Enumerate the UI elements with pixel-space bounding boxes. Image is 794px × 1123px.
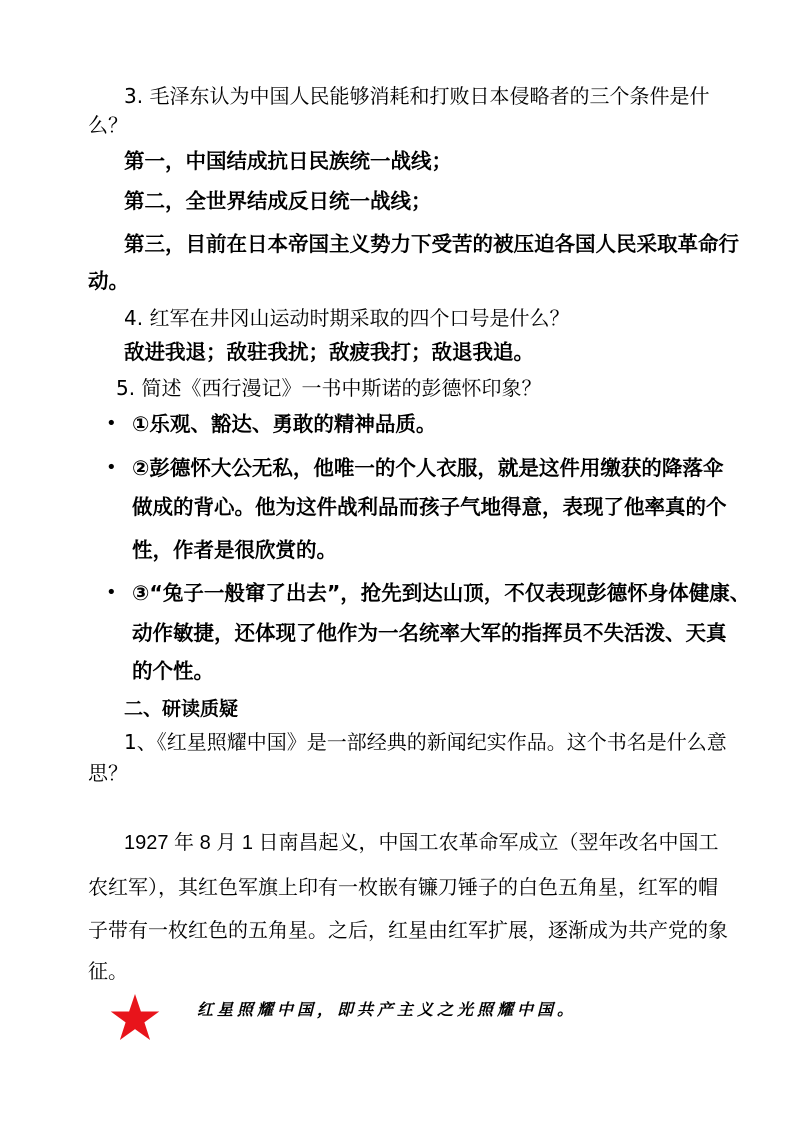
q4-answer: 敌进我退；敌驻我扰；敌疲我打；敌退我追。 bbox=[124, 340, 534, 364]
section2-heading: 二、研读质疑 bbox=[124, 698, 239, 720]
explanation-line3: 子带有一枚红色的五角星。之后，红星由红军扩展，逐渐成为共产党的象 bbox=[88, 920, 728, 942]
q5-point2-line2: 做成的背心。他为这件战利品而孩子气地得意，表现了他率真的个 bbox=[132, 495, 727, 519]
q3-answer3-line1: 第三，目前在日本帝国主义势力下受苦的被压迫各国人民采取革命行 bbox=[124, 232, 739, 256]
explanation-line1: 1927 年 8 月 1 日南昌起义，中国工农革命军成立（翌年改名中国工 bbox=[124, 832, 719, 854]
q5-point3-line3: 的个性。 bbox=[132, 659, 214, 683]
q3-answer3-line2: 动。 bbox=[88, 269, 129, 293]
q3-question-line1: 3. 毛泽东认为中国人民能够消耗和打败日本侵略者的三个条件是什 bbox=[124, 84, 710, 108]
q5-question: 5. 简述《西行漫记》一书中斯诺的彭德怀印象？ bbox=[116, 376, 542, 400]
red-star-icon bbox=[110, 993, 160, 1041]
bullet-icon: • bbox=[106, 582, 117, 603]
q5-point2-line1: ②彭德怀大公无私，他唯一的个人衣服，就是这件用缴获的降落伞 bbox=[132, 456, 724, 480]
q5-point1: ①乐观、豁达、勇敢的精神品质。 bbox=[132, 412, 437, 436]
section2-q1-line2: 思？ bbox=[88, 761, 128, 785]
bullet-icon: • bbox=[106, 413, 117, 434]
q5-point3-line2: 动作敏捷，还体现了他作为一名统率大军的指挥员不失活泼、天真 bbox=[132, 621, 727, 645]
explanation-line4: 征。 bbox=[88, 961, 128, 983]
q4-question: 4. 红军在井冈山运动时期采取的四个口号是什么？ bbox=[124, 306, 570, 330]
section2-q1-line1: 1、《红星照耀中国》是一部经典的新闻纪实作品。这个书名是什么意 bbox=[124, 730, 727, 754]
q3-answer2: 第二，全世界结成反日统一战线； bbox=[124, 189, 432, 213]
q5-point3-line1: ③“兔子一般窜了出去”，抢先到达山顶，不仅表现彭德怀身体健康、 bbox=[132, 581, 751, 605]
footer-motto: 红星照耀中国，即共产主义之光照耀中国。 bbox=[197, 1000, 578, 1019]
q3-question-line2: 么？ bbox=[88, 113, 128, 137]
q3-answer1: 第一，中国结成抗日民族统一战线； bbox=[124, 149, 452, 173]
bullet-icon: • bbox=[106, 457, 117, 478]
q5-point2-line3: 性，作者是很欣赏的。 bbox=[132, 538, 337, 562]
explanation-line2: 农红军），其红色军旗上印有一枚嵌有镰刀锤子的白色五角星，红军的帽 bbox=[88, 877, 718, 899]
